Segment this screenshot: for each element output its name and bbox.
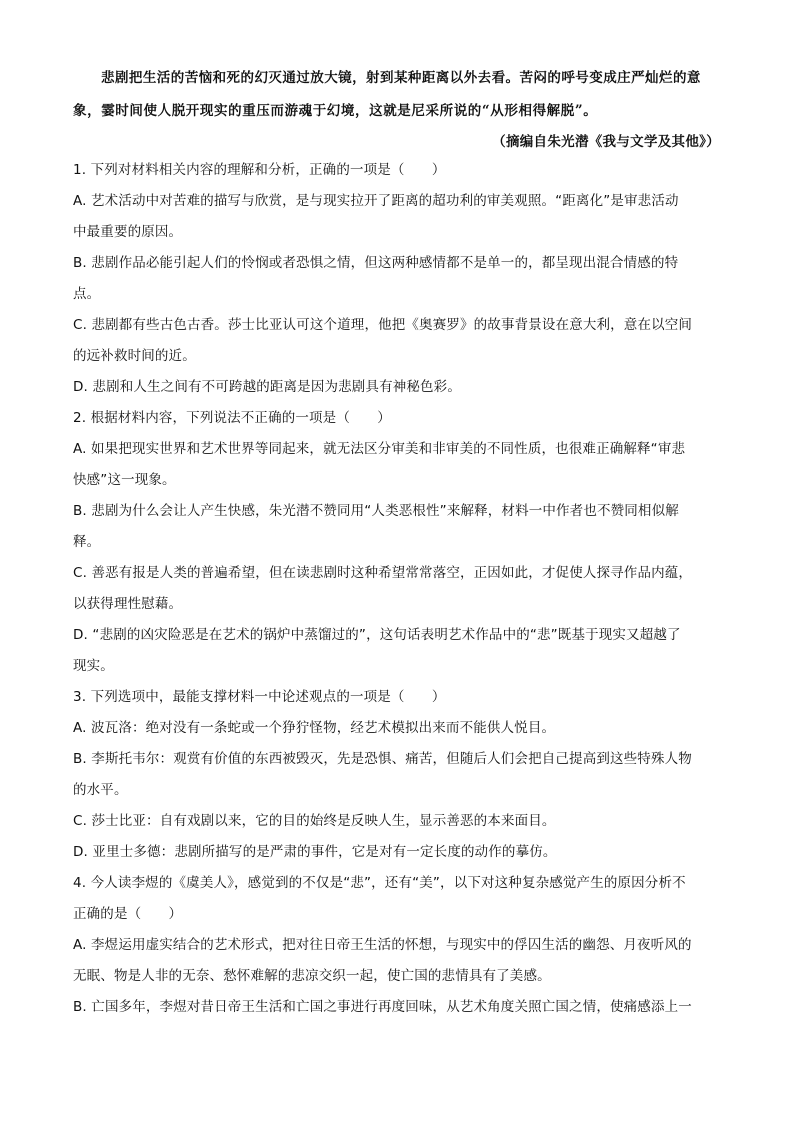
- question-stem: 3. 下列选项中，最能支撑材料一中论述观点的一项是（ ）: [73, 689, 446, 705]
- option-c: [73, 310, 723, 372]
- question-stem: 4. 今人读李煜的《虞美人》，感觉到的不仅是“悲”，还有“美”，以下对这种复杂感觉产生的原因分析不: [73, 875, 686, 891]
- option-c: [73, 558, 723, 620]
- option-text-line: D. 亚里士多德：悲剧所描写的是严肃的事件，它是对有一定长度的动作的摹仿。: [73, 844, 557, 860]
- option-text-line: 的水平。: [73, 782, 128, 798]
- option-b: [73, 496, 723, 558]
- question-stem: 正确的是（ ）: [73, 906, 183, 922]
- option-text-line: 中最重要的原因。: [73, 224, 183, 240]
- option-text-line: 点。: [73, 286, 101, 302]
- intro-paragraph-line-2: 象，霎时间使人脱开现实的重压而游魂于幻境，这就是尼采所说的“从形相得解脱”。: [73, 103, 598, 119]
- option-text-line: A. 如果把现实世界和艺术世界等同起来，就无法区分审美和非审美的不同性质，也很难正确解释“审悲: [73, 441, 686, 457]
- option-text-line: 释。: [73, 534, 101, 550]
- option-b: [73, 744, 723, 806]
- option-text-line: C. 莎士比亚：自有戏剧以来，它的目的始终是反映人生，显示善恶的本来面目。: [73, 813, 556, 829]
- option-d: [73, 837, 723, 868]
- option-text-line: D. 悲剧和人生之间有不可跨越的距离是因为悲剧具有神秘色彩。: [73, 379, 461, 395]
- option-b: [73, 248, 723, 310]
- option-text-line: D. “悲剧的凶灾险恶是在艺术的锅炉中蒸馏过的”，这句话表明艺术作品中的“悲”既基于现实又超越了: [73, 627, 681, 643]
- option-text-line: 快感”这一现象。: [73, 472, 176, 488]
- option-a: [73, 434, 723, 496]
- option-text-line: B. 亡国多年，李煜对昔日帝王生活和亡国之事进行再度回味，从艺术角度关照亡国之情，使痛感添上一: [73, 999, 692, 1015]
- option-text-line: A. 艺术活动中对苦难的描写与欣赏，是与现实拉开了距离的超功利的审美观照。“距离化”是审悲活动: [73, 193, 679, 209]
- source-citation: （摘编自朱光潜《我与文学及其他》）: [492, 134, 720, 150]
- option-b: [73, 992, 723, 1023]
- option-text-line: B. 悲剧作品必能引起人们的怜悯或者恐惧之情，但这两种感情都不是单一的，都呈现出混合情感的特: [73, 255, 679, 271]
- option-text-line: A. 波瓦洛：绝对没有一条蛇或一个狰狞怪物，经艺术模拟出来而不能供人悦目。: [73, 720, 556, 736]
- option-text-line: 现实。: [73, 658, 114, 674]
- option-text-line: B. 李斯托韦尔：观赏有价值的东西被毁灭，先是恐惧、痛苦，但随后人们会把自己提高到这些特殊人物: [73, 751, 692, 767]
- intro-paragraph-line-1: 悲剧把生活的苦恼和死的幻灭通过放大镜，射到某种距离以外去看。苦闷的呼号变成庄严灿烂的意: [101, 70, 701, 86]
- question-3: [73, 682, 723, 868]
- option-c: [73, 806, 723, 837]
- option-a: [73, 186, 723, 248]
- option-text-line: B. 悲剧为什么会让人产生快感，朱光潜不赞同用“人类恶根性”来解释，材料一中作者也不赞同相似解: [73, 503, 679, 519]
- question-stem: 1. 下列对材料相关内容的理解和分析，正确的一项是（ ）: [73, 162, 446, 178]
- option-text-line: C. 悲剧都有些古色古香。莎士比亚认可这个道理，他把《奥赛罗》的故事背景设在意大利，意在以空间: [73, 317, 693, 333]
- option-text-line: 无眠、物是人非的无奈、愁怀难解的悲凉交织一起，使亡国的悲情具有了美感。: [73, 968, 551, 984]
- option-a: [73, 713, 723, 744]
- option-text-line: C. 善恶有报是人类的普遍希望，但在读悲剧时这种希望常常落空，正因如此，才促使人探寻作品内蕴，: [73, 565, 693, 581]
- option-text-line: 以获得理性慰藉。: [73, 596, 183, 612]
- question-4: [73, 868, 723, 1023]
- option-text-line: 的远补救时间的近。: [73, 348, 196, 364]
- question-stem: 2. 根据材料内容，下列说法不正确的一项是（ ）: [73, 410, 391, 426]
- option-d: [73, 620, 723, 682]
- option-text-line: A. 李煜运用虚实结合的艺术形式，把对往日帝王生活的怀想，与现实中的俘囚生活的幽怨、月夜听风的: [73, 937, 692, 953]
- question-list: [73, 155, 723, 1023]
- option-a: [73, 930, 723, 992]
- question-1: [73, 155, 723, 403]
- option-d: [73, 372, 723, 403]
- question-2: [73, 403, 723, 682]
